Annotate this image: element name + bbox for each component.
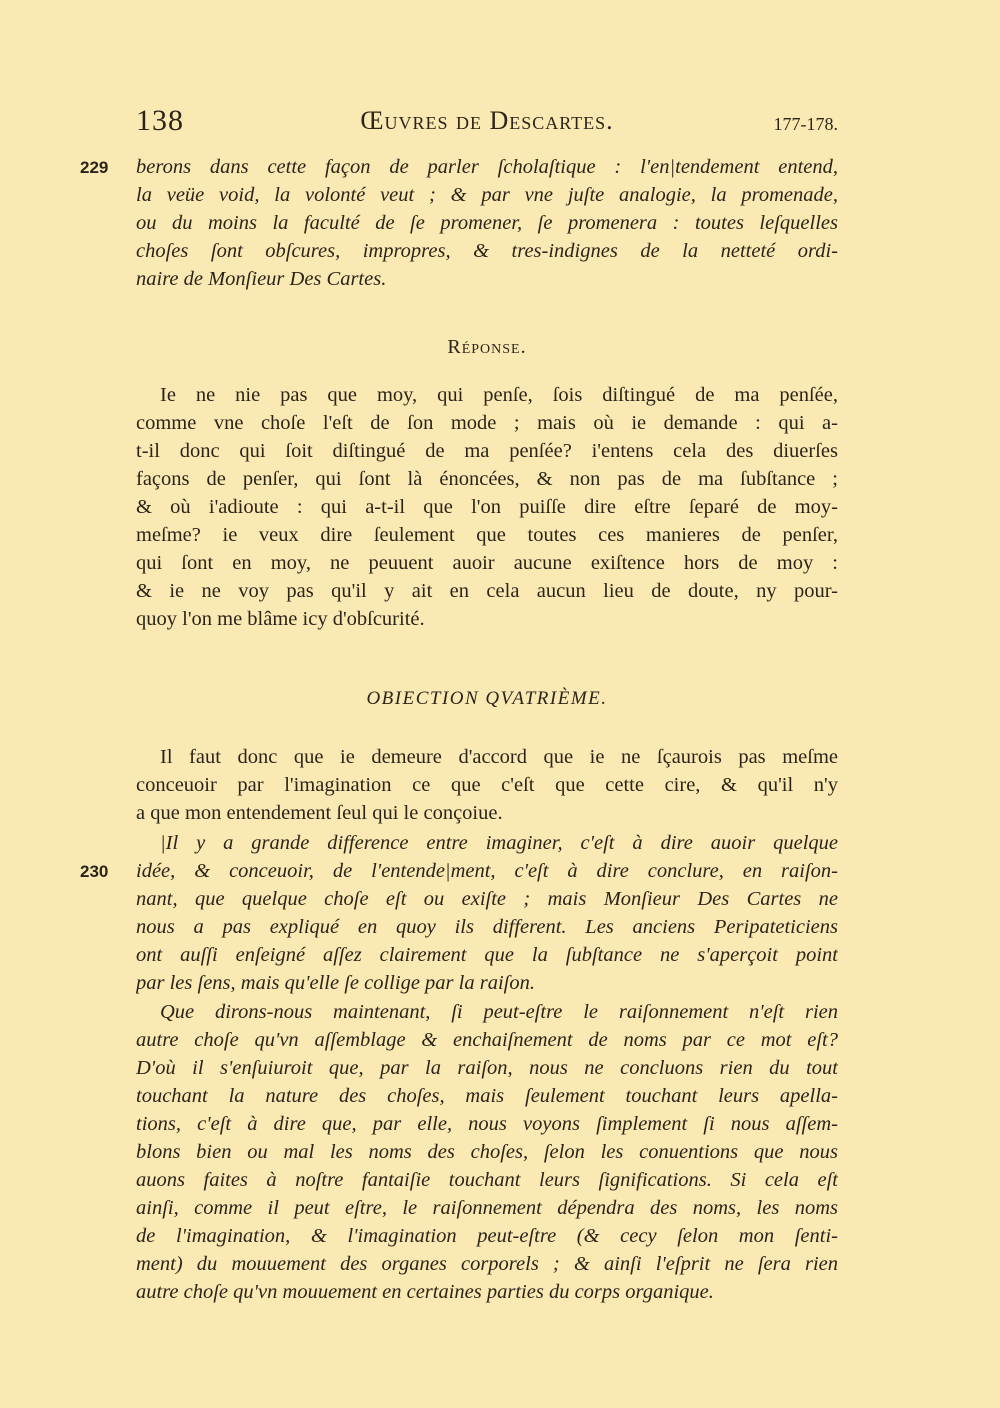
text-line: ou du moins la faculté de ſe promener, ſe promenera : toutes leſquelles <box>136 212 838 234</box>
text-line: ont auſſi enſeigné aſſez clairement que la ſubſtance ne s'aperçoit point <box>136 944 838 966</box>
text-line: |Il y a grande difference entre imaginer, c'eſt à dire auoir quelque <box>160 832 838 854</box>
text-line: nant, que quelque choſe eſt ou exiſte ; mais Monſieur Des Cartes ne <box>136 888 838 910</box>
paragraph-difference <box>136 829 838 997</box>
text-line: qui ſont en moy, ne peuuent auoir aucune exiſtence hors de moy : <box>136 552 838 574</box>
paragraph-objection-continuation <box>136 153 838 293</box>
text-line: idée, & conceuoir, de l'entende|ment, c'eſt à dire conclure, en raiſon- <box>136 860 838 882</box>
text-line: Ie ne nie pas que moy, qui penſe, ſois diſtingué de ma penſée, <box>160 384 838 406</box>
running-title: Œuvres de Descartes. <box>360 106 614 135</box>
paragraph-reponse <box>136 381 838 633</box>
text-line: auons faites à noſtre fantaiſie touchant leurs ſignifications. Si cela eſt <box>136 1169 838 1191</box>
text-line: a que mon entendement ſeul qui le conçoiue. <box>136 802 503 824</box>
text-line: autre choſe qu'vn mouuement en certaines parties du corps organique. <box>136 1281 714 1303</box>
text-line: tions, c'eſt à dire que, par elle, nous voyons ſimplement ſi nous aſſem- <box>136 1113 838 1135</box>
text-line: & où i'adioute : qui a-t-il que l'on puiſſe dire eſtre ſeparé de moy- <box>136 496 838 518</box>
paragraph-raisonnement <box>136 998 838 1306</box>
text-line: de l'imagination, & l'imagination peut-eſtre (& cecy ſelon mon ſenti- <box>136 1225 838 1247</box>
text-line: touchant la nature des choſes, mais ſeulement touchant leurs apella- <box>136 1085 838 1107</box>
text-line: choſes ſont obſcures, impropres, & tres-indignes de la netteté ordi- <box>136 240 838 262</box>
text-line: Il faut donc que ie demeure d'accord que ie ne ſçaurois pas meſme <box>160 746 838 768</box>
objection-heading: OBIECTION QVATRIÈME. <box>366 688 608 709</box>
text-line: ainſi, comme il peut eſtre, le raiſonnement dépendra des noms, les noms <box>136 1197 838 1219</box>
page-range: 177-178. <box>773 114 838 134</box>
text-line: autre choſe qu'vn aſſemblage & enchaiſnement de noms par ce mot eſt? <box>136 1029 838 1051</box>
margin-number-230: 230 <box>80 862 109 881</box>
reponse-heading: Réponse. <box>447 336 527 358</box>
text-line: quoy l'on me blâme icy d'obſcurité. <box>136 608 425 630</box>
paragraph-objection-quatrieme <box>136 743 838 827</box>
page-header <box>136 104 838 138</box>
text-line: nous a pas expliqué en quoy ils different. Les anciens Peripateticiens <box>136 916 838 938</box>
text-line: par les ſens, mais qu'elle ſe collige par la raiſon. <box>136 972 535 994</box>
text-line: la veüe void, la volonté veut ; & par vne juſte analogie, la promenade, <box>136 184 838 206</box>
text-line: berons dans cette façon de parler ſcholaſtique : l'en|tendement entend, <box>136 156 838 178</box>
text-line: t-il donc qui ſoit diſtingué de ma penſée? i'entens cela des diuerſes <box>136 440 838 462</box>
text-line: conceuoir par l'imagination ce que c'eſt que cette cire, & qu'il n'y <box>136 774 838 796</box>
margin-number-229: 229 <box>80 158 109 177</box>
text-line: comme vne choſe l'eſt de ſon mode ; mais où ie demande : qui a- <box>136 412 838 434</box>
text-line: façons de penſer, qui ſont là énoncées, & non pas de ma ſubſtance ; <box>136 468 838 490</box>
text-line: naire de Monſieur Des Cartes. <box>136 268 387 290</box>
text-line: ment) du mouuement des organes corporels ; & ainſi l'eſprit ne ſera rien <box>136 1253 838 1275</box>
page-number: 138 <box>136 104 184 137</box>
text-line: blons bien ou mal les noms des choſes, ſelon les conuentions que nous <box>136 1141 838 1163</box>
text-line: & ie ne voy pas qu'il y ait en cela aucun lieu de doute, ny pour- <box>136 580 838 602</box>
text-line: Que dirons-nous maintenant, ſi peut-eſtre le raiſonnement n'eſt rien <box>160 1001 838 1023</box>
text-line: meſme? ie veux dire ſeulement que toutes ces manieres de penſer, <box>136 524 838 546</box>
text-line: D'où il s'enſuiuroit que, par la raiſon, nous ne concluons rien du tout <box>136 1057 838 1079</box>
